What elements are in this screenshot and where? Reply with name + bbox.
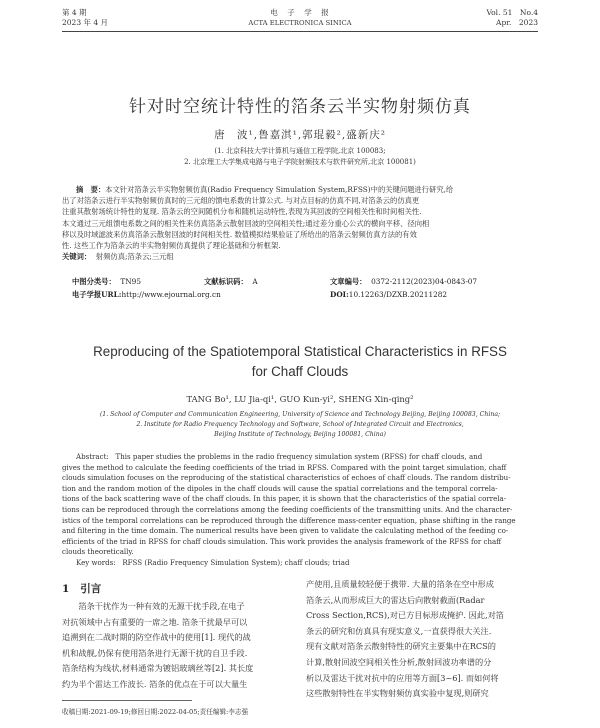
journal-url: 电子学报URL:http://www.ejournal.org.cn xyxy=(72,290,221,299)
abstract-en-line: istics of the temporal correlations can be reproduced through the difference mass-center equation, phase shifting in the range xyxy=(62,515,516,525)
journal-name-en: ACTA ELECTRONICA SINICA xyxy=(248,19,352,27)
paper-title-cn: 针对时空统计特性的箔条云半实物射频仿真 xyxy=(129,97,471,117)
abstract-en-label: Abstract: xyxy=(76,452,109,461)
abstract-cn-label: 摘 要： xyxy=(76,185,106,194)
abstract-en-line: efficients of the triad in RFSS for chaff clouds simulation. This work provides the analysis framework of the RFSS for chaff xyxy=(62,536,502,546)
body-line: 这些散射特性在半实物射频仿真实验中复现,则研究 xyxy=(306,688,489,699)
doi: DOI:10.12263/DZXB.20211282 xyxy=(330,290,448,299)
abstract-en-line: tion and the random motion of the dipoles in the chaff clouds will cause the spatial correlations and the temporal correla- xyxy=(62,483,498,493)
keywords-cn: 关键词： 射频仿真;箔条云;三元组 xyxy=(62,252,174,262)
paper-title-en: Reproducing of the Spatiotemporal Statistical Characteristics in RFSS for Chaff Clouds xyxy=(93,344,507,379)
clc-number: 中图分类号： TN95 xyxy=(72,277,141,286)
issue-date: 2023 年 4 月 xyxy=(62,18,109,27)
abstract-cn-line: 注重其散射场统计特性的复现. 箔条云的空间随机分布和随机运动特性,表现为其回波的空间相关性和时间相关性. xyxy=(62,207,422,217)
section-heading: 1 引言 xyxy=(62,583,102,595)
body-line: 箔条云,从而形成巨大的雷达后向散射截面(Radar xyxy=(306,594,485,605)
doc-code: 文献标识码： A xyxy=(204,277,258,286)
abstract-en-line: gives the method to calculate the feeding coefficients of the triad in RFSS. Compared with the point target simulation, chaff xyxy=(62,462,507,472)
footnote: 收稿日期:2021-09-19;修回日期:2022-04-05;责任编辑:李志强 xyxy=(62,708,249,716)
abstract-en-line: clouds simulation focuses on the reproducing of the statistical characteristics of echoes of chaff clouds. The random distribu- xyxy=(62,473,511,483)
abstract-cn-line: 移以及时域滤波来仿真箔条云散射回波的时间相关性. 数值模拟结果验证了所给出的箔条云射频仿真方法的有效 xyxy=(62,229,417,239)
body-column-right xyxy=(306,577,538,702)
body-line: 产使用,且质量较轻便于携带. 大量的箔条在空中形成 xyxy=(306,579,494,589)
article-number: 文章编号： 0372-2112(2023)04-0843-07 xyxy=(330,277,478,286)
body-line: 约为半个雷达工作波长. 箔条的优点在于可以大量生 xyxy=(62,678,248,689)
abstract-cn-line: 本文通过三元组馈电系数之间的相关性来仿真箔条云散射回波的空间相关性;通过差分重心公式的横向平移、径向相 xyxy=(62,218,430,228)
affiliation-en-3: Beijing Institute of Technology, Beijing 100081, China) xyxy=(214,431,386,438)
body-line: 箔条干扰作为一种有效的无源干扰手段,在电子 xyxy=(62,601,245,611)
body-line: 析以及雷达干扰对抗中的应用等方面[3~6]. 而如何将 xyxy=(306,672,499,683)
abstract-cn-line: 摘 要：本文针对箔条云半实物射频仿真(Radio Frequency Simulation System,RFSS)中的关键问题进行研究,给 xyxy=(76,185,454,194)
body-line: 现有文献对箔条云散射特性的研究主要集中在RCS的 xyxy=(306,641,496,652)
authors-cn: 唐 波¹,鲁嘉淇¹,郭琨毅²,盛新庆² xyxy=(214,129,386,141)
abstract-en-line: clouds theoretically. xyxy=(62,547,134,557)
body-column-left xyxy=(62,599,294,693)
abstract-cn-line: 性. 这些工作为箔条云的半实物射频仿真提供了理论基础和分析框架. xyxy=(62,241,281,251)
abstract-cn-line: 出了对箔条云进行半实物射频仿真时的三元组的馈电系数的计算公式. 与对点目标的仿真不同,对箔条云的仿真更 xyxy=(62,196,420,206)
affiliation-cn-1: (1. 北京科技大学计算机与通信工程学院,北京 100083; xyxy=(214,147,386,155)
volume-number: Vol. 51 No.4 xyxy=(486,8,538,17)
issue-date-en: Apr. 2023 xyxy=(496,18,538,27)
body-line: 机和战舰,仍保有使用箔条进行无源干扰的自卫手段. xyxy=(62,647,248,658)
body-line: 条云的研究和仿真具有现实意义,一直获得很大关注. xyxy=(306,625,492,636)
affiliation-cn-2: 2. 北京理工大学集成电路与电子学院射频技术与软件研究所,北京 100081) xyxy=(184,158,416,166)
abstract-cn xyxy=(62,184,538,262)
affiliation-en-2: 2. Institute for Radio Frequency Technology and Software, School of Integrated Circuit and Electronics, xyxy=(136,421,464,428)
body-line: Cross Section,RCS),对已方目标形成掩护. 因此,对箔 xyxy=(306,610,504,621)
body-line: 追溯到在二战时期的防空作战中的使用[1]. 现代的战 xyxy=(62,632,251,643)
keywords-cn-label: 关键词： xyxy=(62,252,92,262)
authors-en: TANG Bo¹, LU Jia-qi¹, GUO Kun-yi², SHENG Xin-qing² xyxy=(186,394,414,404)
footnote-rule xyxy=(62,700,192,701)
abstract-en xyxy=(62,452,538,569)
issue-number: 第 4 期 xyxy=(62,8,87,17)
abstract-en-line: tions can be reproduced through the correlations among the feeding coefficients of the transmitting units. And the character- xyxy=(62,504,513,514)
body-line: 对抗领域中占有重要的一席之地. 箔条干扰最早可以 xyxy=(62,616,248,627)
keywords-en: Key words: RFSS (Radio Frequency Simulation System); chaff clouds; triad xyxy=(76,557,350,567)
abstract-en-line: and filtering in the time domain. The numerical results have been given to validate the calculating method of the feeding co- xyxy=(62,526,509,536)
body-line: 计算,散射回波空间相关性分析,散射回波功率谱的分 xyxy=(306,656,492,667)
journal-name-cn: 电 子 学 报 xyxy=(270,8,330,17)
abstract-en-line: Abstract: This paper studies the problems in the radio frequency simulation system (RFSS) for chaff clouds, and xyxy=(76,452,483,461)
header-rule xyxy=(62,31,538,32)
affiliation-en-1: (1. School of Computer and Communication Engineering, University of Science and Technology Beijing, Beijing 100083, China; xyxy=(99,411,501,418)
abstract-en-line: tions of the back scattering wave of the chaff clouds. In this paper, it is shown that the characteristics of the spatial correla- xyxy=(62,494,507,504)
body-line: 箔条结构为线状,材料通常为镀铝玻璃丝等[2]. 其长度 xyxy=(62,663,254,674)
